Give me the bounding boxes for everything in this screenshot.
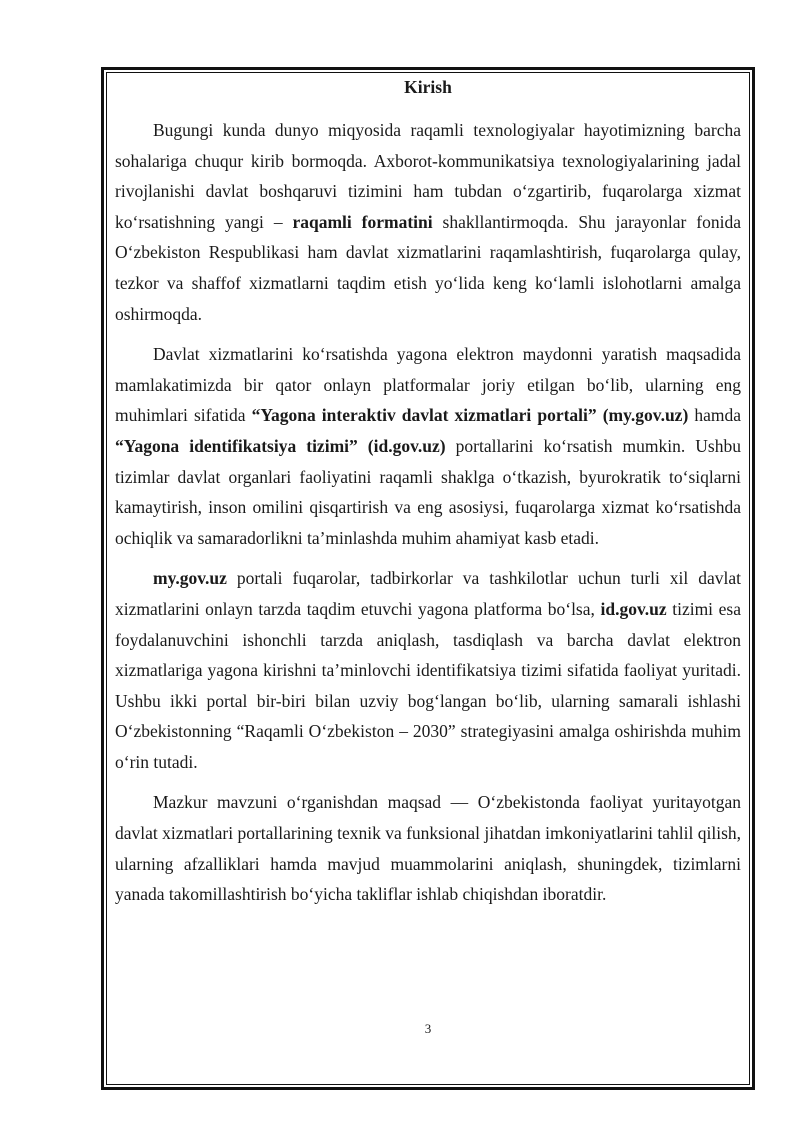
section-title: Kirish — [404, 77, 452, 97]
paragraph-text: shakllantirmoqda. Shu jarayonlar fonida O‘zbekiston Respublikasi ham davlat xizmatlarini raqamlashtirish, fuqarolarga qulay, tezkor va shaffof xizmatlarni taqdim etish yo‘lida keng ko‘lamli islohotlarni amalga oshirmoqda. — [115, 211, 741, 324]
paragraph-portals — [115, 563, 741, 777]
paragraph-text: Mazkur mavzuni o‘rganishdan maqsad — O‘zbekistonda faoliyat yuritayotgan davlat xizmatlari portallarining texnik va funksional jihatdan imkoniyatlarini tahlil qilish, ularning afzalliklari hamda mavjud muammolarini aniqlash, shuningdek, tizimlarni yanada takomillashtirish bo‘yicha takliflar ishlab chiqishdan iboratdir. — [115, 792, 741, 905]
paragraph-intro — [115, 115, 741, 329]
bold-phrase: id.gov.uz — [600, 598, 667, 619]
paragraph-text: hamda — [688, 405, 741, 426]
paragraph-text: tizimi esa foydalanuvchini ishonchli tarzda aniqlash, tasdiqlash va barcha davlat elektron xizmatlariga yagona kirishni ta’minlovchi identifikatsiya tizimi sifatida faoliyat yuritadi. Ushbu ikki portal bir-biri bilan uzviy bog‘langan bo‘lib, ularning samarali ishlashi O‘zbekistonning “Raqamli O‘zbekiston – 2030” strategiyasini amalga oshirishda muhim o‘rin tutadi. — [115, 598, 741, 772]
bold-phrase: my.gov.uz — [153, 568, 227, 589]
paragraph-text: portallarini ko‘rsatish mumkin. Ushbu tizimlar davlat organlari faoliyatini raqamli shaklga o‘tkazish, byurokratik to‘siqlarni kamaytirish, inson omilini qisqartirish va eng asosiysi, fuqarolarga xizmat ko‘rsatishda ochiqlik va samaradorlikni ta’minlashda muhim ahamiyat kasb etadi. — [115, 435, 741, 548]
document-body — [115, 76, 741, 920]
bold-phrase: “Yagona interaktiv davlat xizmatlari portali” (my.gov.uz) — [251, 405, 689, 426]
paragraph-text: Bugungi kunda dunyo miqyosida raqamli texnologiyalar hayotimizning barcha sohalariga chuqur kirib bormoqda. Axborot-kommunikatsiya texnologiyalarining jadal rivojlanishi davlat boshqaruvi tizimini ham tubdan o‘zgartirib, fuqarolarga xizmat ko‘rsatishning yangi – — [115, 120, 741, 232]
paragraph-platforms — [115, 339, 741, 553]
paragraph-text: portali fuqarolar, tadbirkorlar va tashkilotlar uchun turli xil davlat xizmatlarini onlayn tarzda taqdim etuvchi yagona platforma bo‘lsa, — [115, 568, 741, 619]
paragraph-goal — [115, 787, 741, 909]
page-number: 3 — [424, 1021, 432, 1036]
bold-phrase: raqamli formatini — [292, 211, 433, 232]
paragraph-text: Davlat xizmatlarini ko‘rsatishda yagona elektron maydonni yaratish maqsadida mamlakatimizda bir qator onlayn platformalar joriy etilgan bo‘lib, ularning eng muhimlari sifatida — [115, 344, 741, 426]
bold-phrase: “Yagona identifikatsiya tizimi” (id.gov.uz) — [115, 435, 446, 456]
